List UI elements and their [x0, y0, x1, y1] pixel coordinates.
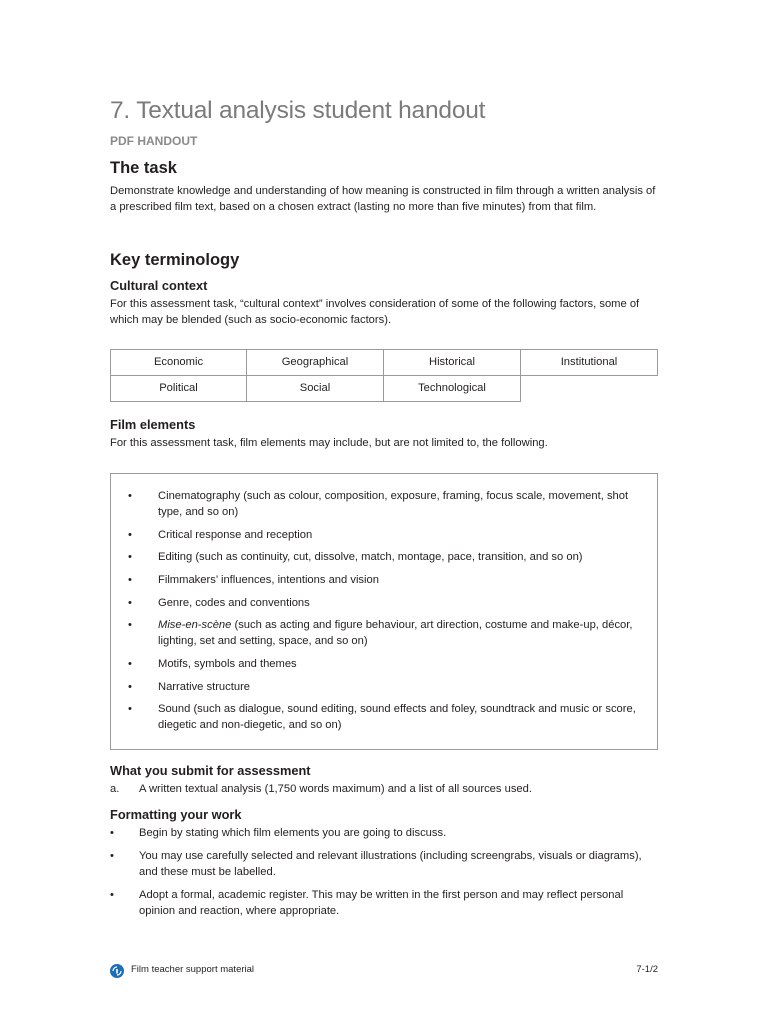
list-item-text: A written textual analysis (1,750 words maximum) and a list of all sources used.: [139, 783, 532, 795]
list-item-text: Genre, codes and conventions: [158, 597, 310, 609]
list-item-text: [158, 617, 648, 649]
task-heading: The task: [110, 159, 177, 177]
key-terminology-heading: Key terminology: [110, 251, 240, 269]
submit-heading: What you submit for assessment: [110, 763, 311, 778]
list-item-text: Sound (such as dialogue, sound editing, sound effects and foley, soundtrack and music or score, diegetic and non-diegetic, and so on): [158, 703, 636, 732]
film-elements-description: For this assessment task, film elements may include, but are not limited to, the following.: [110, 437, 548, 449]
bullet-marker: •: [128, 597, 132, 609]
mise-en-scene-description: (such as acting and figure behaviour, art direction, costume and make-up, décor, lighting, set and setting, space, and so on): [158, 619, 633, 648]
page-title: 7. Textual analysis student handout: [110, 97, 486, 124]
bullet-marker: •: [110, 827, 114, 839]
list-item-text: Filmmakers’ influences, intentions and vision: [158, 574, 379, 586]
page-subtitle: PDF HANDOUT: [110, 134, 198, 148]
film-elements-box: [110, 473, 658, 750]
bullet-marker: •: [110, 889, 114, 901]
list-item-text: Motifs, symbols and themes: [158, 658, 297, 670]
page-number: 7-1/2: [636, 964, 658, 975]
bullet-marker: •: [128, 529, 132, 541]
list-item-text: Cinematography (such as colour, composition, exposure, framing, focus scale, movement, shot type, and so on): [158, 490, 629, 519]
film-elements-heading: Film elements: [110, 417, 196, 432]
cultural-context-table: [110, 349, 658, 403]
table-cell-institutional: Institutional: [521, 349, 658, 376]
list-item-text: Begin by stating which film elements you are going to discuss.: [139, 827, 447, 839]
list-item-text: You may use carefully selected and relevant illustrations (including screengrabs, visuals or diagrams), and these must be labelled.: [139, 850, 642, 879]
formatting-heading: Formatting your work: [110, 807, 242, 822]
cultural-context-heading: Cultural context: [110, 278, 208, 293]
table-cell-political: Political: [110, 375, 247, 402]
table-cell-historical: Historical: [384, 349, 521, 376]
task-description: Demonstrate knowledge and understanding of how meaning is constructed in film through a written analysis of a prescribed film text, based on a chosen extract (lasting no more than five minutes) from that film.: [110, 185, 656, 214]
bullet-marker: •: [128, 551, 132, 563]
table-cell-geographical: Geographical: [247, 349, 384, 376]
list-item-text: Editing (such as continuity, cut, dissolve, match, montage, pace, transition, and so on): [158, 551, 583, 563]
bullet-marker: •: [128, 619, 132, 631]
ib-logo-icon: [110, 964, 124, 978]
table-cell-social: Social: [247, 375, 384, 402]
bullet-marker: •: [128, 658, 132, 670]
list-item-text: Adopt a formal, academic register. This may be written in the first person and may reflect personal opinion and reaction, where appropriate.: [139, 889, 624, 918]
bullet-marker: •: [128, 490, 132, 502]
list-marker: a.: [110, 783, 120, 795]
bullet-marker: •: [128, 574, 132, 586]
table-cell-economic: Economic: [110, 349, 247, 376]
list-item-text: Critical response and reception: [158, 529, 313, 541]
list-item-text: Narrative structure: [158, 681, 251, 693]
bullet-marker: •: [128, 681, 132, 693]
table-cell-technological: Technological: [384, 375, 521, 402]
bullet-marker: •: [110, 850, 114, 862]
footer-label: Film teacher support material: [131, 964, 255, 975]
bullet-marker: •: [128, 703, 132, 715]
mise-en-scene-term: Mise-en-scène: [158, 619, 232, 631]
cultural-context-description: For this assessment task, “cultural context” involves consideration of some of the following factors, some of which may be blended (such as socio-economic factors).: [110, 298, 640, 327]
